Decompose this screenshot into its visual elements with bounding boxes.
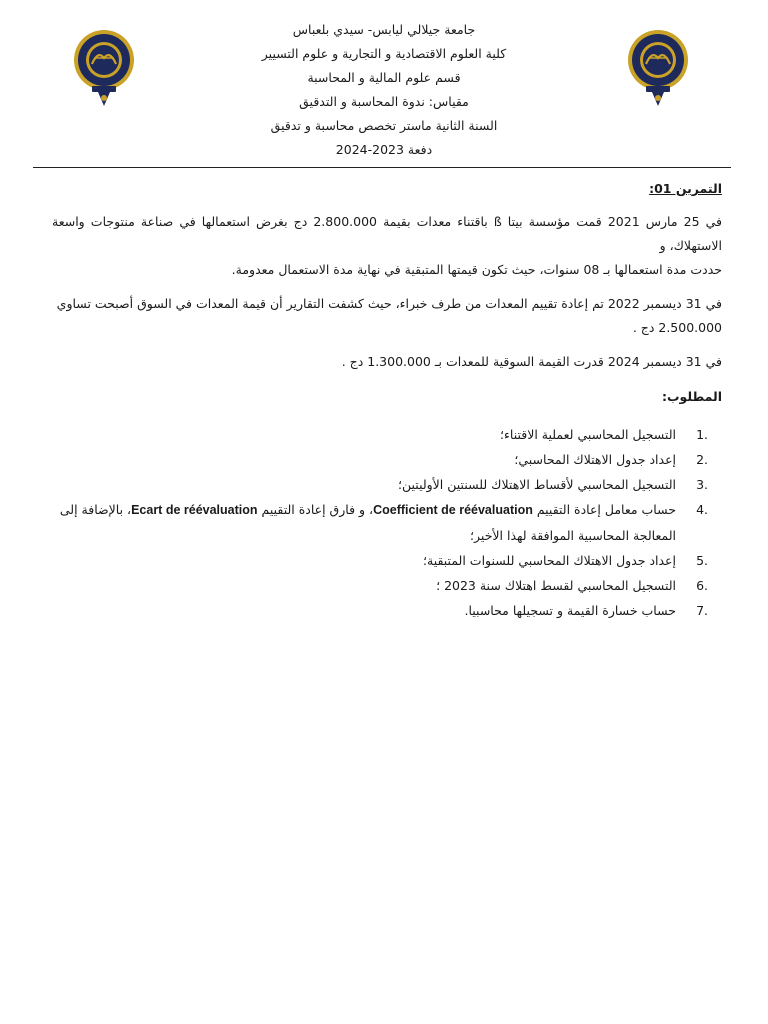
academic-year: دفعة 2023-2024	[335, 142, 433, 157]
list-item	[52, 573, 722, 598]
exercise-title: التمرين 01:	[649, 181, 722, 196]
course-name: مقياس: ندوة المحاسبة و التدقيق	[299, 94, 469, 109]
latin-term: Coefficient de réévaluation	[373, 503, 533, 517]
latin-term: Ecart de réévaluation	[131, 503, 258, 517]
paragraph-line: في 31 ديسمبر 2022 تم إعادة تقييم المعدات من طرف خبراء، حيث كشفت التقارير أن قيمة المعدات في السوق أصبحت تساوي	[56, 296, 722, 311]
paragraph	[52, 292, 722, 340]
list-number: 5.	[696, 553, 708, 568]
list-number: 6.	[696, 578, 708, 593]
department-name: قسم علوم المالية و المحاسبة	[307, 70, 461, 85]
list-item	[52, 447, 722, 472]
document-header	[150, 18, 618, 162]
list-text: ، و فارق إعادة التقييم	[257, 502, 374, 517]
paragraph-line: حددت مدة استعمالها بـ 08 سنوات، حيث تكون قيمتها المتبقية في نهاية مدة الاستعمال معدومة.	[231, 262, 722, 277]
list-item	[52, 548, 722, 573]
list-text: التسجيل المحاسبي لقسط اهتلاك سنة 2023 ؛	[436, 578, 676, 593]
list-text: التسجيل المحاسبي لأقساط الاهتلاك للسنتين الأوليتين؛	[398, 477, 676, 492]
university-seal-icon	[68, 28, 140, 112]
university-name: جامعة جيلالي ليابس- سيدي بلعباس	[292, 22, 476, 37]
paragraph	[52, 350, 722, 374]
list-text: ، بالإضافة إلى المعالجة المحاسبية الموافقة لهذا الأخير؛	[59, 502, 676, 543]
list-text: إعداد جدول الاهتلاك المحاسبي؛	[514, 452, 676, 467]
paragraph-line: في 31 ديسمبر 2024 قدرت القيمة السوقية للمعدات بـ 1.300.000 دج .	[341, 354, 722, 369]
list-item	[52, 422, 722, 447]
list-item	[52, 598, 722, 623]
list-text: إعداد جدول الاهتلاك المحاسبي للسنوات المتبقية؛	[423, 553, 676, 568]
paragraph-line: 2.500.000 دج .	[632, 320, 722, 335]
list-number: 2.	[696, 452, 708, 467]
list-number: 1.	[696, 427, 708, 442]
required-title: المطلوب:	[661, 389, 722, 404]
list-number: 3.	[696, 477, 708, 492]
exercise-body	[52, 176, 722, 623]
list-item	[52, 472, 722, 497]
faculty-name: كلية العلوم الاقتصادية و التجارية و علوم التسيير	[261, 46, 507, 61]
paragraph-line: في 25 مارس 2021 قمت مؤسسة بيتا ß باقتناء معدات بقيمة 2.800.000 دج بغرض استعمالها في صناعة منتوجات واسعة الاستهلاك، و	[52, 214, 723, 253]
list-item	[52, 497, 722, 548]
list-text: التسجيل المحاسبي لعملية الاقتناء؛	[500, 427, 676, 442]
list-text: حساب خسارة القيمة و تسجيلها محاسبيا.	[464, 603, 676, 618]
paragraph	[52, 210, 722, 282]
list-text: حساب معامل إعادة التقييم	[532, 502, 676, 517]
university-seal-icon	[622, 28, 694, 112]
header-divider	[33, 167, 731, 168]
list-number: 4.	[696, 502, 708, 517]
required-list	[52, 422, 722, 623]
list-number: 7.	[696, 603, 708, 618]
program-level: السنة الثانية ماستر تخصص محاسبة و تدقيق	[270, 118, 498, 133]
